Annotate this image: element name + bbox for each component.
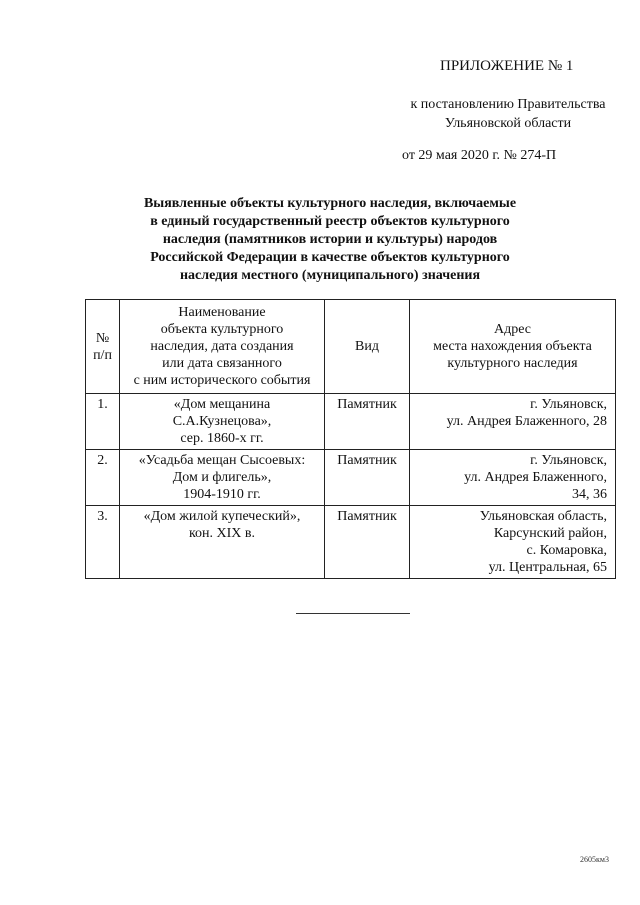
document-code: 2605км3 — [580, 855, 609, 864]
table-row — [86, 506, 616, 579]
row-number: 1. — [86, 394, 120, 450]
header-number: № п/п — [86, 300, 120, 394]
end-divider — [296, 613, 410, 614]
row-kind: Памятник — [325, 450, 410, 506]
header-name: Наименование объекта культурного наследия, дата создания или дата связанного с ним исторического события — [120, 300, 325, 394]
decree-date: от 29 мая 2020 г. № 274-П — [402, 148, 557, 163]
table-header-row — [86, 300, 616, 394]
document-title: Выявленные объекты культурного наследия, включаемые в единый государственный реестр объектов культурного наследия (памятников истории и культуры) народов Российской Федерации в качестве объектов культурного наследия местного (муниципального) значения — [143, 196, 517, 283]
row-address: Ульяновская область, Карсунский район, с. Комаровка, ул. Центральная, 65 — [410, 506, 616, 579]
row-kind: Памятник — [325, 506, 410, 579]
table-row — [86, 394, 616, 450]
row-address: г. Ульяновск, ул. Андрея Блаженного, 34, 36 — [410, 450, 616, 506]
row-address: г. Ульяновск, ул. Андрея Блаженного, 28 — [410, 394, 616, 450]
appendix-title: ПРИЛОЖЕНИЕ № 1 — [440, 58, 574, 74]
row-number: 2. — [86, 450, 120, 506]
decree-reference: к постановлению Правительства Ульяновской области — [410, 97, 606, 131]
row-kind: Памятник — [325, 394, 410, 450]
row-name: «Дом мещанина С.А.Кузнецова», сер. 1860-х гг. — [120, 394, 325, 450]
row-name: «Усадьба мещан Сысоевых: Дом и флигель», 1904-1910 гг. — [120, 450, 325, 506]
header-kind: Вид — [325, 300, 410, 394]
header-address: Адрес места нахождения объекта культурного наследия — [410, 300, 616, 394]
table-row — [86, 450, 616, 506]
row-name: «Дом жилой купеческий», кон. XIX в. — [120, 506, 325, 579]
row-number: 3. — [86, 506, 120, 579]
heritage-table — [85, 299, 616, 579]
